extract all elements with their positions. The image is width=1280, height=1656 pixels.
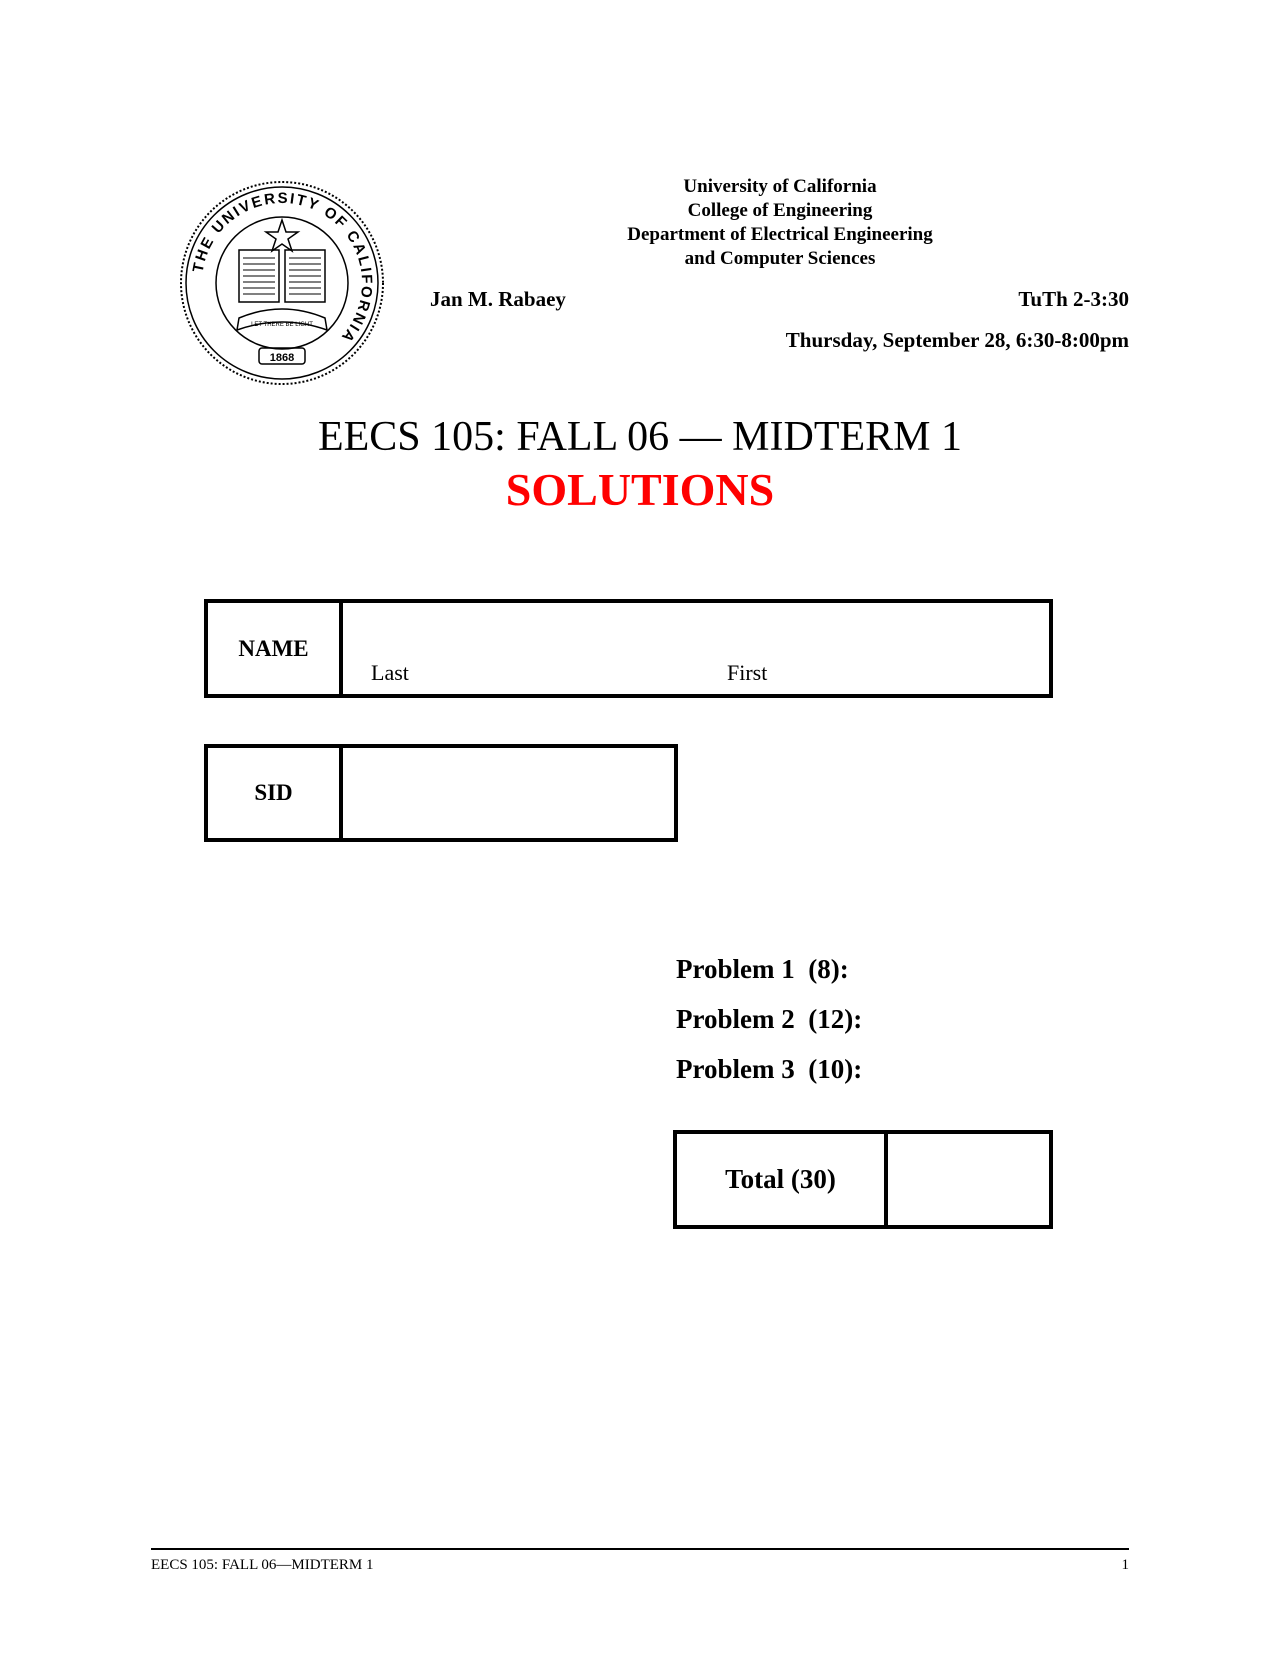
department-name: Department of Electrical Engineering [627,224,933,245]
footer-exam-label: EECS 105: FALL 06—MIDTERM 1 [151,1557,374,1573]
problem-3-score: Problem 3 (10): [676,1054,863,1084]
seal-ring-text: THE UNIVERSITY OF CALIFORNIA [189,189,376,347]
total-entry-field[interactable] [888,1134,1049,1225]
problem-1-score: Problem 1 (8): [676,954,849,984]
last-name-caption: Last [371,660,409,685]
sid-label: SID [208,748,343,838]
problem-2-score: Problem 2 (12): [676,1004,863,1034]
footer-divider [151,1548,1129,1550]
college-name: College of Engineering [687,200,873,221]
page-number: 1 [1121,1557,1129,1573]
university-name: University of California [683,176,877,197]
seal-motto: LET THERE BE LIGHT [251,322,313,328]
sid-entry-field[interactable] [343,748,674,838]
name-box [204,599,1053,698]
department-name-cont: and Computer Sciences [684,248,876,269]
seal-year: 1868 [269,352,295,364]
exam-subtitle: SOLUTIONS [505,464,775,515]
total-box [673,1130,1053,1229]
institution-header [560,175,1000,271]
name-entry-field[interactable] [343,603,1049,694]
name-label: NAME [208,603,343,694]
exam-title: EECS 105: FALL 06 — MIDTERM 1 [317,414,962,460]
instructor-name: Jan M. Rabaey [430,287,566,311]
university-seal [177,178,387,388]
first-name-caption: First [727,660,768,685]
problem-score-list [676,944,862,1094]
sid-box [204,744,678,842]
exam-date: Thursday, September 28, 6:30-8:00pm [785,328,1129,352]
class-schedule: TuTh 2-3:30 [1018,287,1129,311]
total-label: Total (30) [677,1134,888,1225]
